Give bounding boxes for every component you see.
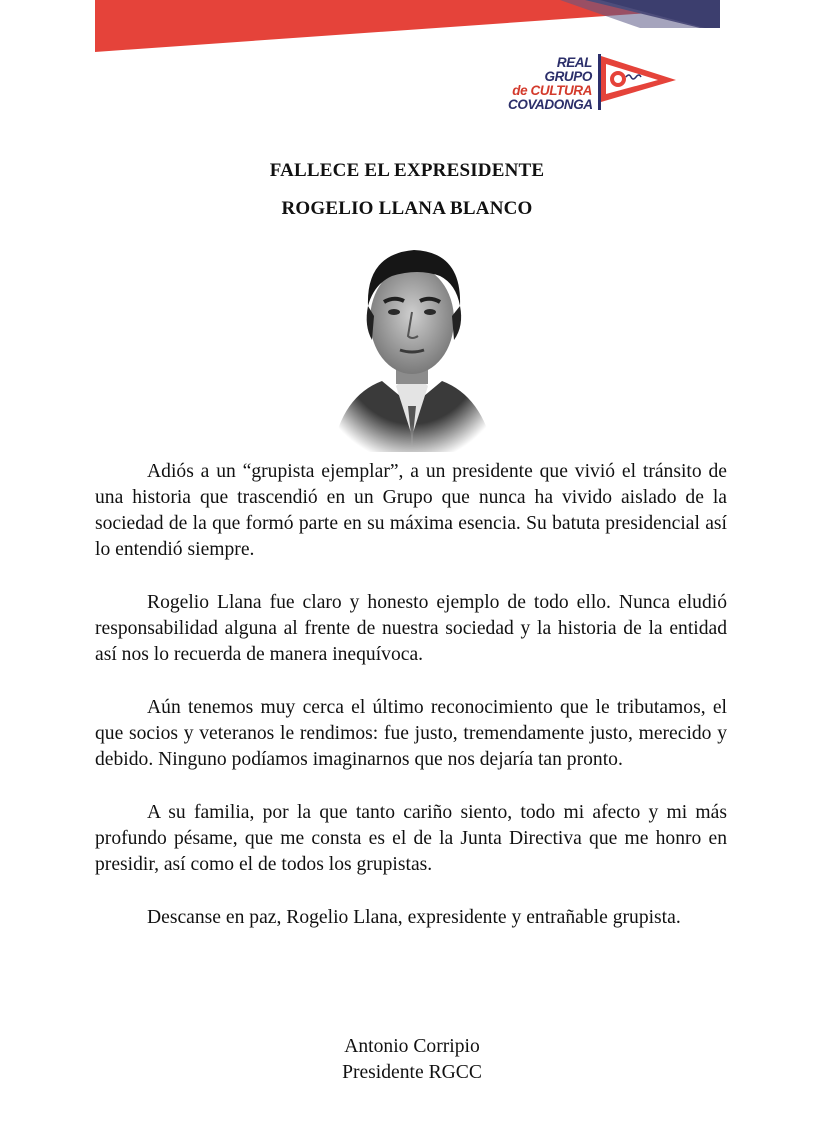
article-body	[95, 459, 727, 958]
signature-role: Presidente RGCC	[342, 1062, 482, 1083]
logo-line-2: de CULTURA	[512, 83, 592, 98]
paragraph-3: Aún tenemos muy cerca el último reconocimiento que le tributamos, el que socios y veteranos le rendimos: fue justo, tremendamente justo, merecido y debido. Ninguno podíamos imaginarnos que nos dejaría tan pronto.	[95, 697, 727, 770]
paragraph-1: Adiós a un “grupista ejemplar”, a un presidente que vivió el tránsito de una historia que trascendió en un Grupo que nunca ha vivido aislado de la sociedad de la que formó parte en su máxima esencia. Su batuta presidencial así lo entendió siempre.	[95, 461, 727, 560]
logo-line-1: REAL GRUPO	[544, 55, 592, 84]
paragraph-5: Descanse en paz, Rogelio Llana, expresidente y entrañable grupista.	[147, 907, 681, 928]
page-title-line-2: ROGELIO LLANA BLANCO	[281, 198, 533, 219]
logo-line-3: COVADONGA	[508, 97, 593, 112]
signature-name: Antonio Corripio	[344, 1036, 480, 1057]
header-banner	[0, 0, 814, 60]
page-title-line-1: FALLECE EL EXPRESIDENTE	[269, 160, 545, 181]
paragraph-2: Rogelio Llana fue claro y honesto ejemplo de todo ello. Nunca eludió responsabilidad alguna al frente de nuestra sociedad y la historia de la entidad así nos lo recuerda de manera inequívoca.	[95, 592, 727, 665]
pennant-flag-icon	[596, 50, 680, 114]
signature-block	[0, 1034, 814, 1086]
portrait-photo	[322, 236, 502, 452]
logo-wordmark	[508, 56, 592, 112]
club-logo	[500, 50, 680, 114]
paragraph-4: A su familia, por la que tanto cariño siento, todo mi afecto y mi más profundo pésame, que me consta es el de la Junta Directiva que me honro en presidir, así como el de todos los grupistas.	[95, 802, 727, 875]
